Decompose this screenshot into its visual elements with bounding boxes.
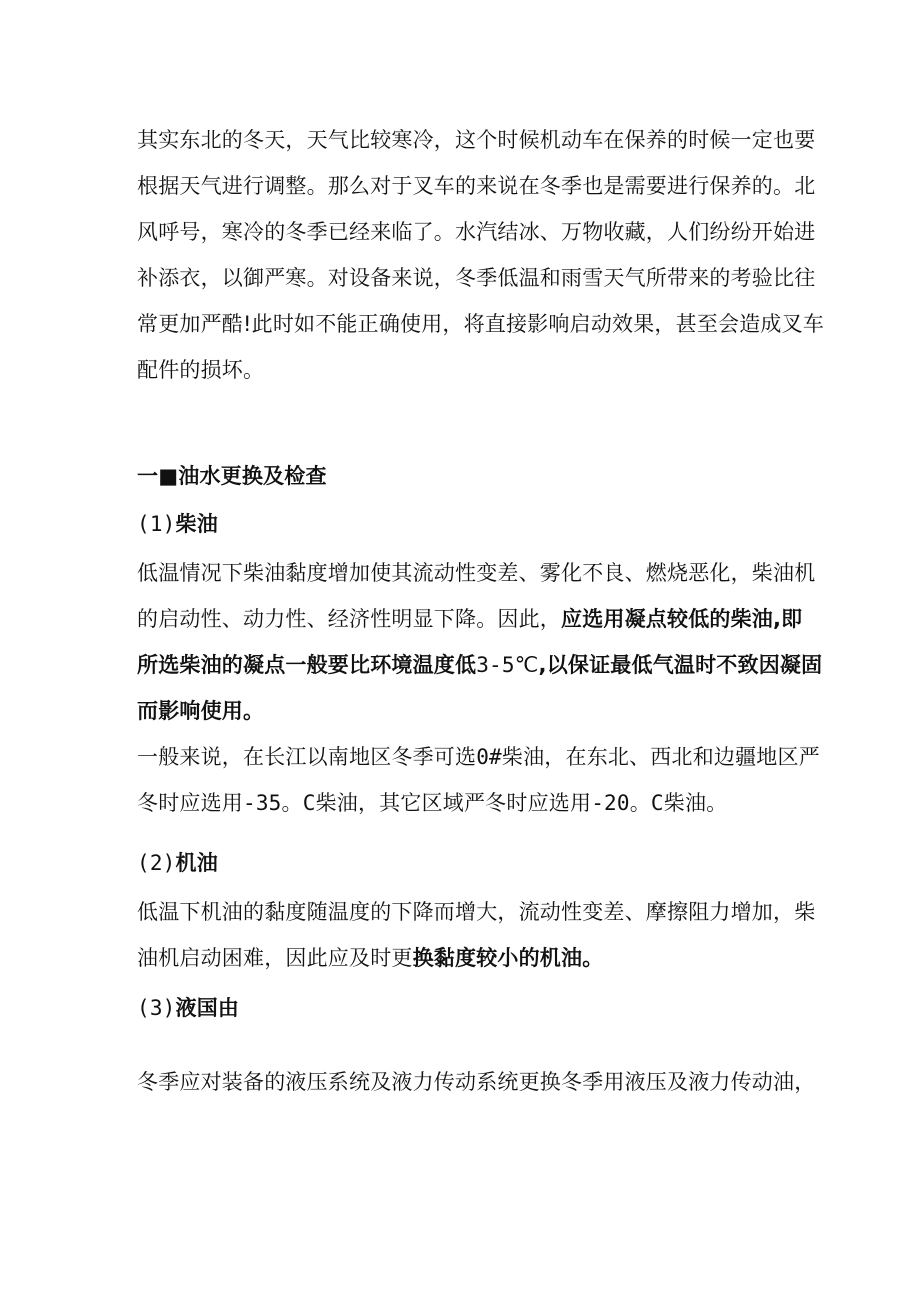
diesel-line-5 xyxy=(137,734,820,780)
diesel-line-4: 而影响使用。 xyxy=(137,699,265,723)
diesel-line-6-text-a: 冬时应选用 xyxy=(137,791,243,815)
intro-paragraph xyxy=(137,117,825,393)
subheading-diesel xyxy=(137,501,787,547)
intro-line-5: 常更加严酷!此时如不能正确使用，将直接影响启动效果，甚至会造成叉车 xyxy=(137,312,825,336)
diesel-line-2 xyxy=(137,596,803,642)
engine-oil-line-2-emphasis: 换黏度较小的机油。 xyxy=(412,946,604,970)
subheading-hydraulic-number: (3) xyxy=(137,996,176,1020)
engine-oil-line-2-text: 油机启动困难，因此应及时更 xyxy=(137,946,413,970)
engine-oil-paragraph xyxy=(137,889,816,981)
diesel-line-1: 低温情况下柴油黏度增加使其流动性变差、雾化不良、燃烧恶化，柴油机 xyxy=(137,561,816,585)
diesel-line-5-text-a: 一般来说，在长江以南地区冬季可选 xyxy=(137,745,477,769)
subheading-engine-oil xyxy=(137,840,787,886)
diesel-line-2-emphasis: 应选用凝点较低的柴油,即 xyxy=(561,607,803,631)
subheading-diesel-title: 柴油 xyxy=(175,512,218,536)
subheading-hydraulic xyxy=(137,985,787,1031)
diesel-paragraph xyxy=(137,550,823,826)
diesel-line-6-text-c: 柴油。 xyxy=(663,791,728,815)
diesel-line-3 xyxy=(137,642,823,688)
diesel-line-5-text-b: 柴油，在东北、西北和边疆地区严 xyxy=(501,745,820,769)
intro-line-6: 配件的损坏。 xyxy=(137,358,265,382)
closing-line-1: 冬季应对装备的液压系统及液力传动系统更换冬季用液压及液力传动油， xyxy=(137,1070,816,1094)
intro-line-2: 根据天气进行调整。那么对于叉车的来说在冬季也是需要进行保养的。北 xyxy=(137,174,816,198)
intro-line-4: 补添衣，以御严寒。对设备来说，冬季低温和雨雪天气所带来的考验比往 xyxy=(137,266,816,290)
diesel-line-3-emphasis-a: 所选柴油的凝点一般要比环境温度低 xyxy=(137,653,477,677)
diesel-line-3-emphasis-b: ,以保证最低气温时不致因凝固 xyxy=(538,653,823,677)
diesel-temperature-range: 3-5℃ xyxy=(476,653,539,677)
subheading-engine-oil-number: (2) xyxy=(137,851,176,875)
section-heading-oil-water: 一■油水更换及检查 xyxy=(137,464,327,488)
engine-oil-line-2 xyxy=(137,935,787,981)
subheading-engine-oil-title: 机油 xyxy=(175,851,218,875)
engine-oil-line-1: 低温下机油的黏度随温度的下降而增大，流动性变差、摩擦阻力增加，柴 xyxy=(137,900,816,924)
diesel-line-6-text-b: 柴油，其它区域严冬时应选用 xyxy=(315,791,592,815)
intro-line-3: 风呼号，寒冷的冬季已经来临了。水汽结冰、万物收藏，人们纷纷开始进 xyxy=(137,220,816,244)
diesel-line-6 xyxy=(137,780,787,826)
subheading-hydraulic-title: 液国由 xyxy=(175,996,240,1020)
diesel-grade-minus20: -20。C xyxy=(591,791,664,815)
diesel-line-2-text: 的启动性、动力性、经济性明显下降。因此， xyxy=(137,607,561,631)
diesel-grade-minus35: -35。C xyxy=(243,791,316,815)
subheading-diesel-number: (1) xyxy=(137,512,176,536)
intro-line-1: 其实东北的冬天，天气比较寒冷，这个时候机动车在保养的时候一定也要 xyxy=(137,128,816,152)
closing-paragraph xyxy=(137,1059,816,1105)
diesel-grade-0: 0# xyxy=(476,745,502,769)
